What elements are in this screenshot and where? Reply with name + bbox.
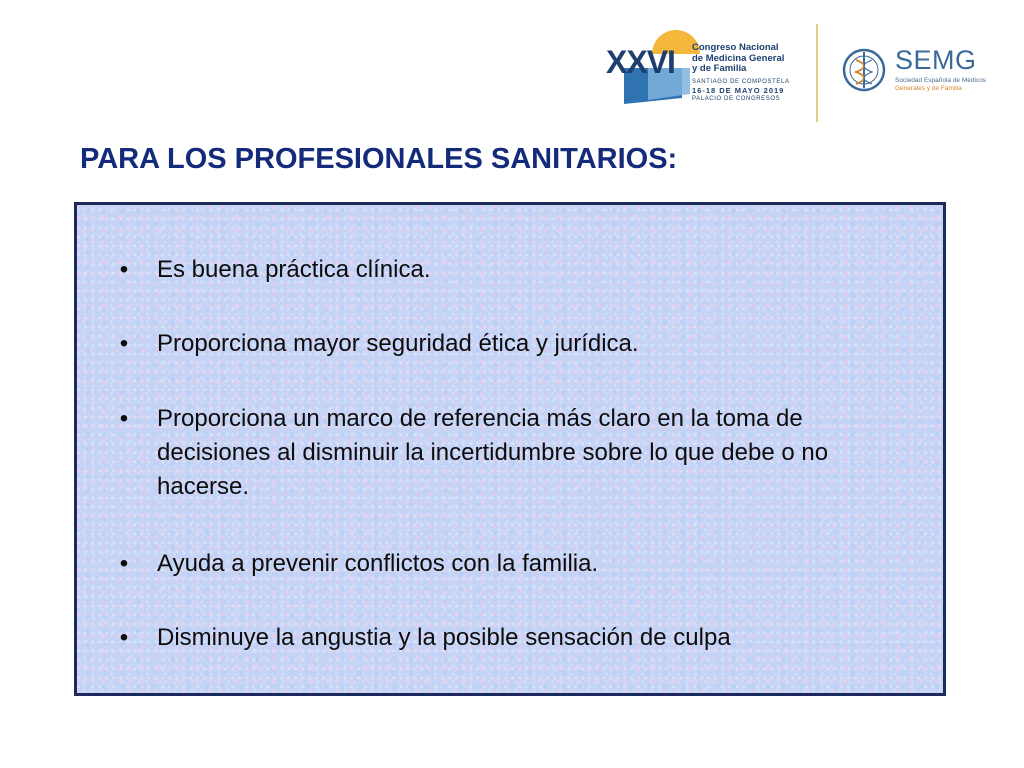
semg-subtitle xyxy=(895,77,985,93)
semg-subtitle-line: Sociedad Española de Médicos xyxy=(895,77,987,84)
header-divider xyxy=(816,24,818,122)
semg-subtitle-generales: Generales xyxy=(895,85,925,92)
bullet-text: Proporciona un marco de referencia más claro en la toma de decisiones al disminuir la incertidumbre sobre lo que debe o no hacerse. xyxy=(157,405,829,500)
semg-subtitle-familia: y de Familia xyxy=(926,85,962,92)
semg-subtitle-line xyxy=(895,85,985,93)
bullet-text: Es buena práctica clínica. xyxy=(157,256,431,283)
congress-title-line: Congreso Nacional xyxy=(692,42,779,53)
semg-logo xyxy=(840,44,987,96)
congress-title-line: de Medicina General xyxy=(692,52,785,64)
congress-city: SANTIAGO DE COMPOSTELA xyxy=(692,79,790,85)
content-box xyxy=(74,202,946,696)
congress-numeral: XXVI xyxy=(606,44,675,80)
bullet-text: Ayuda a prevenir conflictos con la familia. xyxy=(157,550,599,577)
bullet-text: Proporciona mayor seguridad ética y jurídica. xyxy=(157,330,639,357)
bullet-text: Disminuye la angustia y la posible sensación de culpa xyxy=(157,624,731,651)
congress-title xyxy=(692,43,796,75)
bullet-icon: • xyxy=(119,405,129,432)
bullet-icon: • xyxy=(119,624,129,651)
list-item xyxy=(117,253,917,287)
list-item xyxy=(117,547,917,581)
bullet-icon: • xyxy=(119,256,129,283)
congress-venue: PALACIO DE CONGRESOS xyxy=(692,96,781,102)
list-item xyxy=(117,621,917,655)
bullet-icon: • xyxy=(119,550,129,577)
congress-place xyxy=(692,78,796,103)
list-item xyxy=(117,327,917,361)
semg-emblem-icon xyxy=(840,46,888,94)
slide-title: PARA LOS PROFESIONALES SANITARIOS: xyxy=(80,143,678,175)
semg-brand: SEMG xyxy=(895,45,977,75)
list-item xyxy=(117,402,917,504)
bullet-icon: • xyxy=(119,330,129,357)
congress-dates: 16-18 DE MAYO 2019 xyxy=(692,86,785,95)
congress-logo xyxy=(604,24,794,110)
congress-title-line: y de Familia xyxy=(692,63,747,74)
